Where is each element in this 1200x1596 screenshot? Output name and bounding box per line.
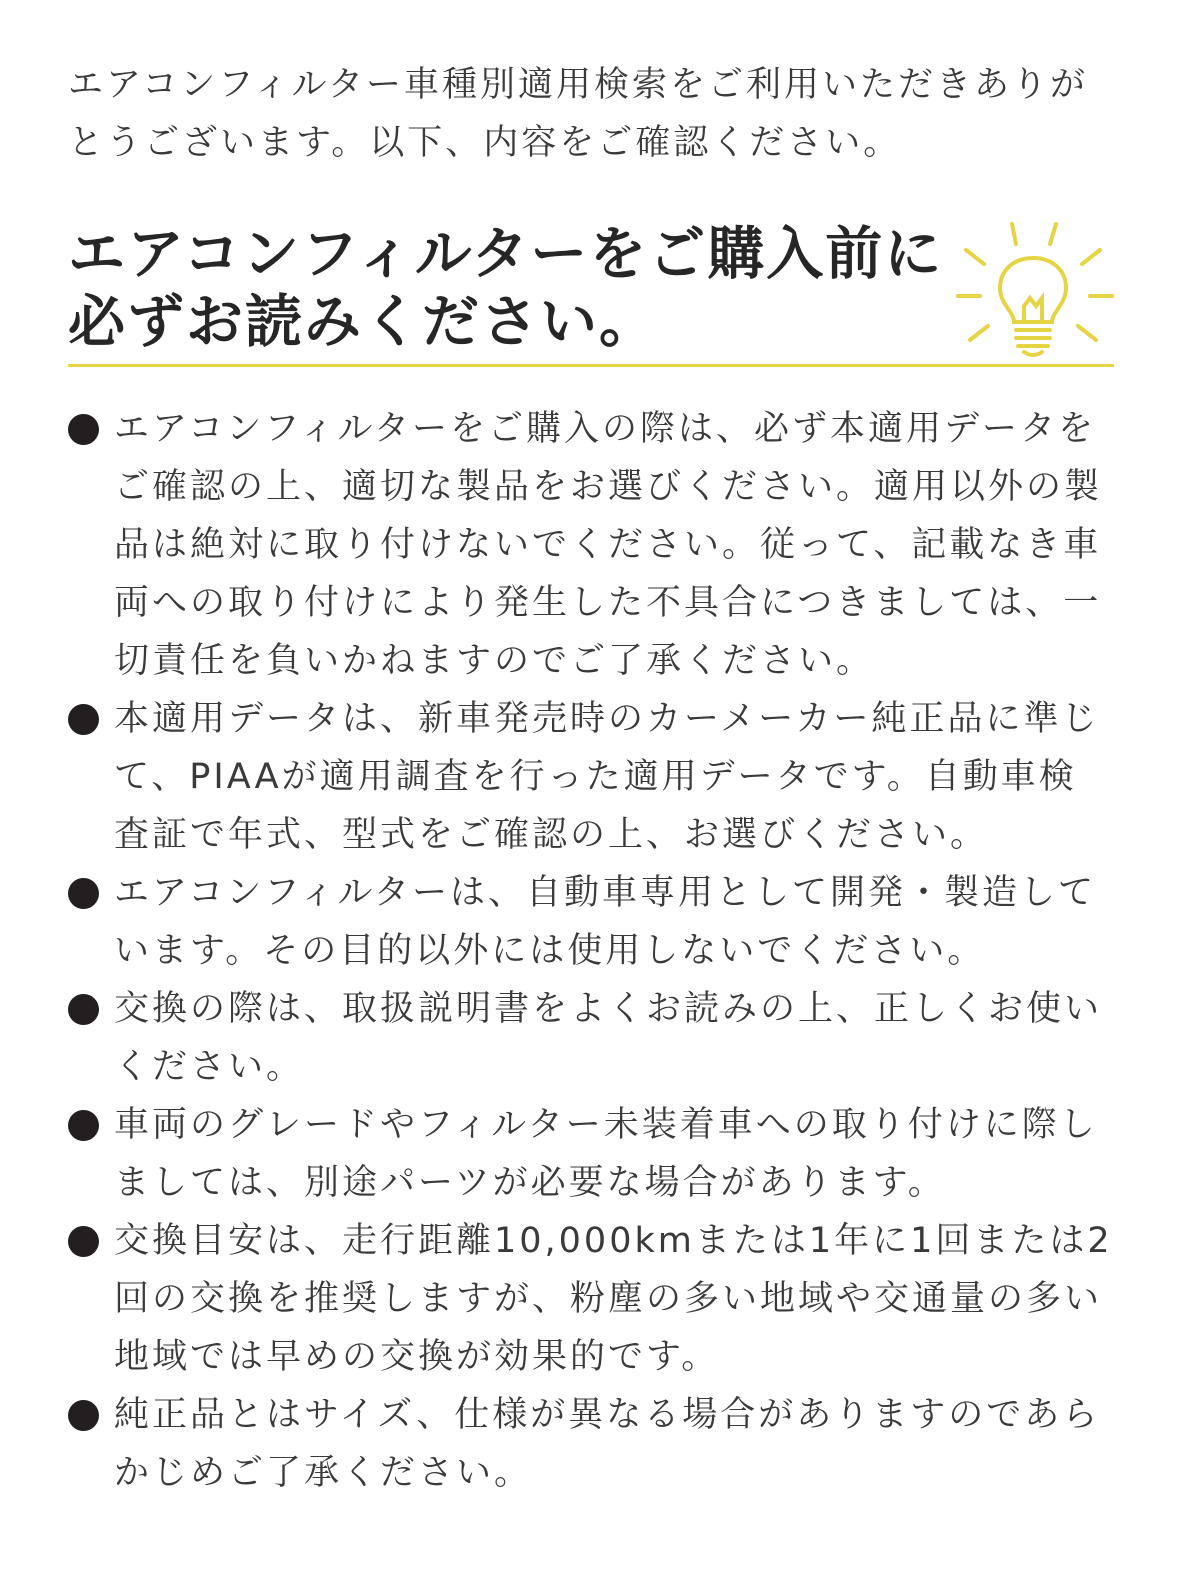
note-text: エアコンフィルターは、自動車専用として開発・製造しています。その目的以外には使用しないでください。: [114, 873, 1097, 971]
intro-text: エアコンフィルター車種別適用検索をご利用いただきありがとうございます。以下、内容をご確認ください。: [68, 65, 1089, 163]
bullet-icon: [68, 1226, 99, 1257]
note-text: 車両のグレードやフィルター未装着車への取り付けに際しましては、別途パーツが必要な場合があります。: [114, 1105, 1098, 1203]
list-item: [68, 690, 1114, 864]
page-title: [68, 220, 948, 356]
bullet-icon: [68, 878, 99, 909]
bullet-icon: [68, 994, 99, 1025]
list-item: [68, 1096, 1114, 1212]
page-title-line-1: エアコンフィルターをご購入前に: [68, 221, 944, 287]
notice-page: [68, 0, 1114, 1596]
note-text: エアコンフィルターをご購入の際は、必ず本適用データをご確認の上、適切な製品をお選びください。適用以外の製品は絶対に取り付けないでください。従って、記載なき車両への取り付けにより発生した不具合につきましては、一切責任を負いかねますのでご了承ください。: [114, 409, 1103, 681]
bullet-icon: [68, 704, 99, 735]
list-item: [68, 980, 1114, 1096]
note-text: 交換の際は、取扱説明書をよくお読みの上、正しくお使いください。: [114, 989, 1103, 1087]
bullet-icon: [68, 414, 99, 445]
heading-block: [68, 218, 1114, 367]
note-text: 交換目安は、走行距離10,000kmまたは1年に1回または2回の交換を推奨しますが、粉塵の多い地域や交通量の多い地域では早めの交換が効果的です。: [114, 1221, 1113, 1377]
bullet-icon: [68, 1400, 99, 1431]
list-item: [68, 400, 1114, 690]
list-item: [68, 864, 1114, 980]
note-text: 本適用データは、新車発売時のカーメーカー純正品に準じて、PIAAが適用調査を行った適用データです。自動車検査証で年式、型式をご確認の上、お選びください。: [114, 699, 1100, 855]
list-item: [68, 1212, 1114, 1386]
note-text: 純正品とはサイズ、仕様が異なる場合がありますのであらかじめご了承ください。: [114, 1395, 1101, 1493]
list-item: [68, 1386, 1114, 1502]
page-title-line-2: 必ずお読みください。: [68, 289, 658, 355]
bullet-icon: [68, 1110, 99, 1141]
lightbulb-icon: [944, 218, 1114, 360]
notes-list: [68, 400, 1114, 1502]
